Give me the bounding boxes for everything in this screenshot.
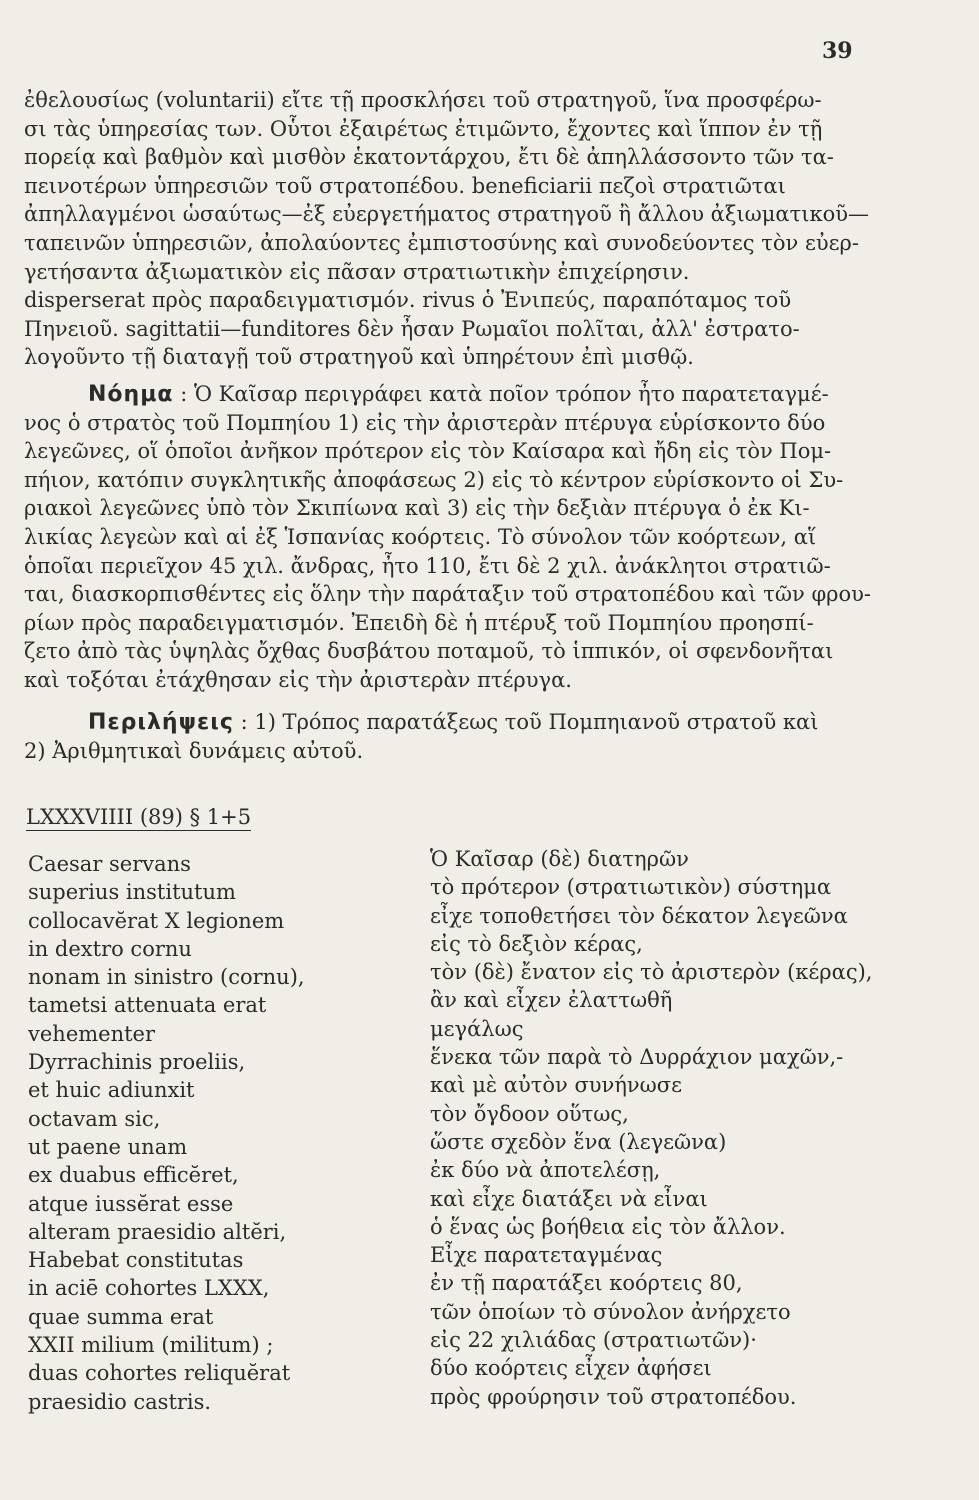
perilipsis-paragraph <box>24 708 929 765</box>
greek-line: ὁ ἕνας ὡς βοήθεια εἰς τὸν ἄλλον. <box>430 1214 786 1239</box>
text-line: πορείᾳ καὶ βαθμὸν καὶ μισθὸν ἑκατοντάρχου, ἔτι δὲ ἀπηλλάσσοντο τῶν τα- <box>24 145 834 170</box>
text-line: ταπεινῶν ὑπηρεσιῶν, ἀπολαύοντες ἐμπιστοσύνης καὶ συνοδεύοντες τὸν εὐερ- <box>24 230 859 255</box>
greek-line: ὥστε σχεδὸν ἕνα (λεγεῶνα) <box>430 1129 727 1154</box>
greek-line: τῶν ὁποίων τὸ σύνολον ἀνήρχετο <box>430 1299 791 1324</box>
text-line: πεινοτέρων ὑπηρεσιῶν τοῦ στρατοπέδου. beneficiarii πεζοὶ στρατιῶται <box>24 173 786 198</box>
latin-line: XXII milium (militum) ; <box>28 1333 274 1358</box>
text-line: σι τὰς ὑπηρεσίας των. Οὗτοι ἐξαιρέτως ἐτιμῶντο, ἔχοντες καὶ ἵππον ἐν τῇ <box>24 116 823 141</box>
latin-line: quae summa erat <box>28 1304 214 1329</box>
latin-line: ut paene unam <box>28 1134 188 1159</box>
text-line: λογοῦντο τῇ διαταγῇ τοῦ στρατηγοῦ καὶ ὑπηρέτουν ἐπὶ μισθῷ. <box>24 345 694 370</box>
latin-column <box>28 850 408 1416</box>
noima-heading: Νόημα <box>88 382 174 407</box>
text-line: 2) Ἀριθμητικαὶ δυνάμεις αὐτοῦ. <box>24 738 364 763</box>
text-line: λεγεῶνες, οἵ ὁποῖοι ἀνῆκον πρότερον εἰς τὸν Καίσαρα καὶ ἤδη εἰς τὸν Πομ- <box>24 439 832 464</box>
section-title: LXXXVIIII (89) § 1+5 <box>26 805 252 829</box>
latin-line: Caesar servans <box>28 852 191 876</box>
latin-line: alteram praesidio altĕri, <box>28 1219 287 1244</box>
greek-line: Ὁ Καῖσαρ (δὲ) διατηρῶν <box>430 847 689 871</box>
greek-line: τὸν (δὲ) ἔνατον εἰς τὸ ἀριστερὸν (κέρας), <box>430 960 873 985</box>
greek-line: ἐν τῇ παρατάξει κοόρτεις 80, <box>430 1271 743 1296</box>
latin-line: et huic adiunxit <box>28 1078 195 1103</box>
noima-paragraph <box>24 380 929 695</box>
perilipsis-heading: Περιλήψεις <box>88 710 234 735</box>
greek-line: τὸν ὄγδοον οὕτως, <box>430 1101 629 1126</box>
greek-line: τὸ πρότερον (στρατιωτικὸν) σύστημα <box>430 875 832 900</box>
latin-line: collocavĕrat X legionem <box>28 908 285 933</box>
text-line: disperserat πρὸς παραδειγματισμόν. rivus ὁ Ἐνιπεύς, παραπόταμος τοῦ <box>24 288 792 313</box>
greek-translation-column <box>430 845 890 1411</box>
text-line: ριακοὶ λεγεῶνες ὑπὸ τὸν Σκιπίωνα καὶ 3) εἰς τὴν δεξιὰν πτέρυγα ὁ ἐκ Κι- <box>24 496 810 521</box>
greek-line: εἰς τὸ δεξιὸν κέρας, <box>430 931 643 956</box>
greek-line: πρὸς φρούρησιν τοῦ στρατοπέδου. <box>430 1384 797 1409</box>
greek-line: καὶ εἶχε διατάξει νὰ εἶναι <box>430 1186 708 1211</box>
text-line: ρίων πρὸς παραδειγματισμόν. Ἐπειδὴ δὲ ἡ πτέρυξ τοῦ Πομπηίου προησπί- <box>24 610 814 635</box>
text-line: ἐθελουσίως (voluntarii) εἴτε τῇ προσκλήσει τοῦ στρατηγοῦ, ἵνα προσφέρω- <box>24 88 822 112</box>
latin-line: ex duabus efficĕret, <box>28 1163 239 1188</box>
latin-line: atque iussĕrat esse <box>28 1191 234 1216</box>
text-line: νος ὁ στρατὸς τοῦ Πομπηίου 1) εἰς τὴν ἀριστερὰν πτέρυγα εὑρίσκοντο δύο <box>24 410 826 435</box>
greek-line: ἐκ δύο νὰ ἀποτελέσῃ, <box>430 1158 661 1183</box>
latin-line: superius institutum <box>28 880 236 905</box>
commentary-paragraph <box>24 86 929 372</box>
latin-line: in dextro cornu <box>28 936 192 961</box>
greek-line: ἕνεκα τῶν παρὰ τὸ Δυρράχιον μαχῶν,- <box>430 1045 844 1070</box>
greek-line: εἰς 22 χιλιάδας (στρατιωτῶν)· <box>430 1328 757 1353</box>
text-line: : 1) Τρόπος παρατάξεως τοῦ Πομπηιανοῦ στρατοῦ καὶ <box>240 710 819 734</box>
page-number: 39 <box>822 38 853 64</box>
text-line: καὶ τοξόται ἐτάχθησαν εἰς τὴν ἀριστερὰν πτέρυγα. <box>24 667 572 692</box>
latin-line: Dyrrachinis proeliis, <box>28 1050 246 1075</box>
latin-line: tametsi attenuata erat <box>28 993 267 1018</box>
text-line: ἀπηλλαγμένοι ὡσαύτως—ἐξ εὐεργετήματος στρατηγοῦ ἢ ἄλλου ἀξιωματικοῦ— <box>24 202 869 227</box>
latin-line: nonam in sinistro (cornu), <box>28 965 305 990</box>
text-line: ζετο ἀπὸ τὰς ὑψηλὰς ὄχθας δυσβάτου ποταμοῦ, τὸ ἱππικόν, οἱ σφενδονῆται <box>24 639 834 664</box>
greek-line: καὶ μὲ αὐτὸν συνήνωσε <box>430 1073 683 1098</box>
text-line: γετήσαντα ἀξιωματικὸν εἰς πᾶσαν στρατιωτικὴν ἐπιχείρησιν. <box>24 259 690 284</box>
text-line: πήιον, κατόπιν συγκλητικῆς ἀποφάσεως 2) εἰς τὸ κέντρον εὑρίσκοντο οἱ Συ- <box>24 467 844 492</box>
text-line: ται, διασκορπισθέντες εἰς ὅλην τὴν παράταξιν τοῦ στρατοπέδου καὶ τῶν φρου- <box>24 582 872 607</box>
text-line: λικίας λεγεὼν καὶ αἱ ἐξ Ἱσπανίας κοόρτεις. Τὸ σύνολον τῶν κοόρτεων, αἵ <box>24 524 817 549</box>
latin-line: octavam sic, <box>28 1106 161 1131</box>
greek-line: Εἶχε παρατεταγμένας <box>430 1243 663 1268</box>
greek-line: εἶχε τοποθετήσει τὸν δέκατον λεγεῶνα <box>430 903 848 928</box>
latin-line: duas cohortes reliquĕrat <box>28 1361 291 1386</box>
text-line: Πηνειοῦ. sagittatii—funditores δὲν ἦσαν Ρωμαῖοι πολῖται, ἀλλ' ἐστρατο- <box>24 316 800 341</box>
latin-line: Habebat constitutas <box>28 1248 244 1273</box>
latin-line: praesidio castris. <box>28 1389 212 1414</box>
latin-line: vehementer <box>28 1021 156 1046</box>
greek-line: μεγάλως <box>430 1016 524 1041</box>
latin-line: in aciē cohortes LXXX, <box>28 1276 270 1301</box>
text-line: ὁποῖαι περιεῖχον 45 χιλ. ἄνδρας, ἦτο 110, ἔτι δὲ 2 χιλ. ἀνάκλητοι στρατιῶ- <box>24 553 831 578</box>
text-line: : Ὁ Καῖσαρ περιγράφει κατὰ ποῖον τρόπον ἦτο παρατεταγμέ- <box>180 382 829 406</box>
greek-line: δύο κοόρτεις εἶχεν ἀφήσει <box>430 1356 712 1381</box>
greek-line: ἂν καὶ εἶχεν ἐλαττωθῆ <box>430 988 673 1013</box>
